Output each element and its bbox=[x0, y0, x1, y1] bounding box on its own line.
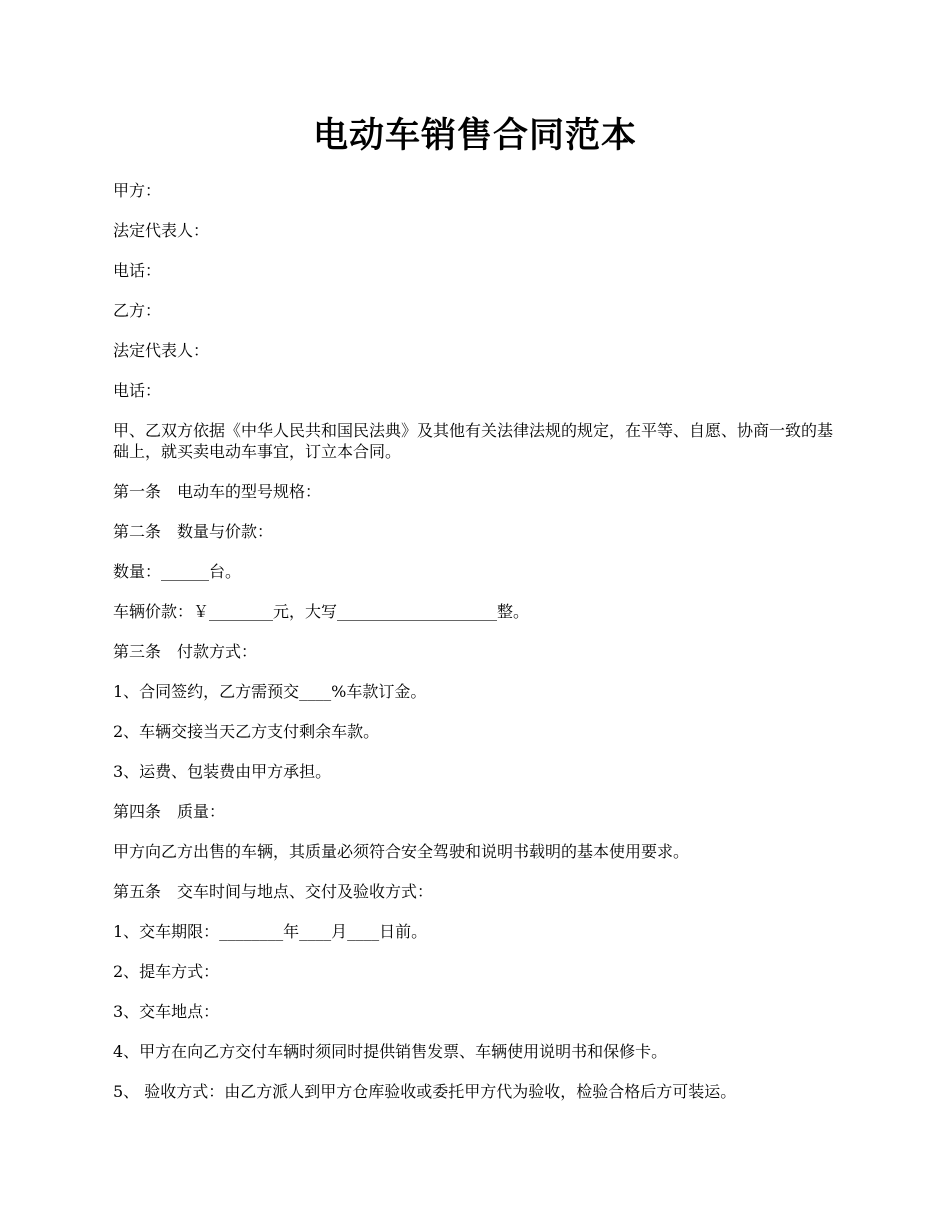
article-4-heading: 第四条 质量： bbox=[113, 802, 226, 821]
party-a-representative-line: 法定代表人： bbox=[113, 221, 210, 240]
price-line: 车辆价款：￥________元，大写____________________整。 bbox=[113, 602, 530, 621]
payment-item-2: 2、车辆交接当天乙方支付剩余车款。 bbox=[113, 722, 380, 741]
document-title: 电动车销售合同范本 bbox=[312, 116, 637, 156]
article-2-heading: 第二条 数量与价款： bbox=[113, 522, 274, 541]
preamble-paragraph: 甲、乙双方依据《中华人民共和国民法典》及其他有关法律法规的规定，在平等、自愿、协商一致的基础上，就买卖电动车事宜，订立本合同。 bbox=[113, 421, 834, 461]
party-b-phone-line: 电话： bbox=[113, 381, 162, 400]
payment-item-1: 1、合同签约，乙方需预交____%车款订金。 bbox=[113, 682, 427, 701]
document-body bbox=[113, 180, 848, 1121]
delivery-item-3: 3、交车地点： bbox=[113, 1002, 220, 1021]
delivery-item-4: 4、甲方在向乙方交付车辆时须同时提供销售发票、车辆使用说明书和保修卡。 bbox=[113, 1042, 668, 1061]
article-3-heading: 第三条 付款方式： bbox=[113, 642, 258, 661]
party-b-representative-line: 法定代表人： bbox=[113, 341, 210, 360]
quantity-line: 数量：______台。 bbox=[113, 562, 242, 581]
article-5-heading: 第五条 交车时间与地点、交付及验收方式： bbox=[113, 882, 434, 901]
party-b-line: 乙方： bbox=[113, 301, 162, 320]
delivery-item-5: 5、 验收方式：由乙方派人到甲方仓库验收或委托甲方代为验收，检验合格后方可装运。 bbox=[113, 1082, 737, 1101]
article-1-heading: 第一条 电动车的型号规格： bbox=[113, 482, 322, 501]
party-a-line: 甲方： bbox=[113, 181, 162, 200]
quality-paragraph: 甲方向乙方出售的车辆，其质量必须符合安全驾驶和说明书载明的基本使用要求。 bbox=[113, 842, 690, 861]
delivery-item-1: 1、交车期限：________年____月____日前。 bbox=[113, 922, 428, 941]
payment-item-3: 3、运费、包装费由甲方承担。 bbox=[113, 762, 332, 781]
party-a-phone-line: 电话： bbox=[113, 261, 162, 280]
delivery-item-2: 2、提车方式： bbox=[113, 962, 220, 981]
